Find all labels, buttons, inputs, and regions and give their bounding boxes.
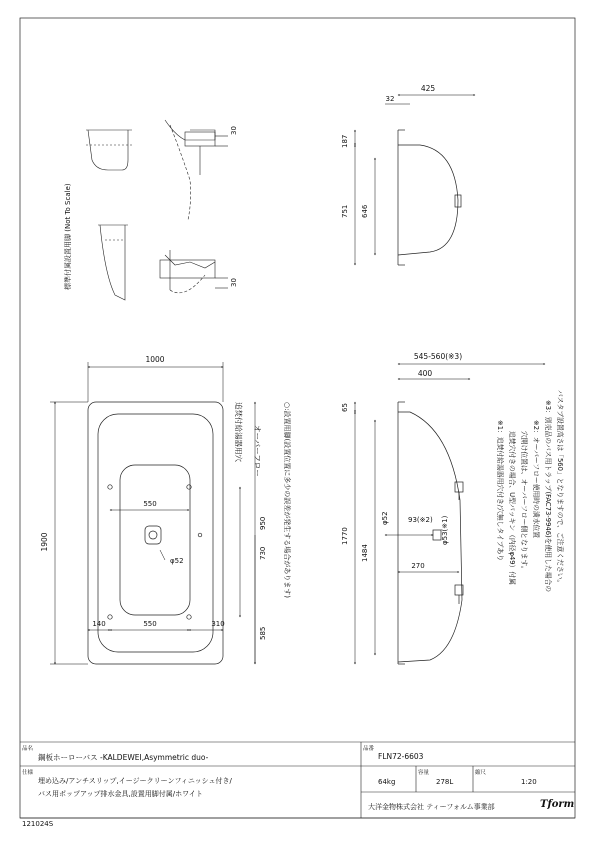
- dim-1484: 1484: [361, 544, 369, 562]
- faucet-hole-label: 追焚付給湯器用穴: [234, 402, 243, 462]
- note-line: ※3：別売品のバス用トラップ(FAC73-9946)を使用した場合の: [544, 400, 552, 593]
- dim-1770: 1770: [341, 527, 349, 545]
- drawing-border: [20, 18, 575, 818]
- leg-detail-view: [86, 120, 228, 300]
- company-name: 大洋金物株式会社 ティーフォルム事業部: [368, 803, 495, 811]
- width-section-dimensions: [355, 95, 475, 265]
- model-number: FLN72-6603: [378, 752, 424, 761]
- note-line: バスタブ設置高さは「560」となりますので、ご注意ください。: [556, 390, 564, 587]
- spec-line-2: バス用ポップアップ排水金具,設置用脚付属/ホワイト: [38, 790, 203, 798]
- dim-400: 400: [417, 369, 433, 378]
- dim-751: 751: [341, 204, 349, 218]
- dim-140: 140: [92, 620, 106, 628]
- width-section-view: [398, 130, 461, 265]
- document-id: 121024S: [22, 820, 54, 828]
- notes-block: [496, 390, 565, 592]
- plan-view-dimensions: [50, 362, 255, 664]
- spec-line-1: 埋め込み/アンチスリップ,イージークリーンフィニッシュ付き/: [38, 777, 232, 785]
- length-section-view: [398, 402, 463, 664]
- dim-550-top: 550: [143, 500, 157, 508]
- model-label: 品番: [363, 746, 375, 752]
- spec-label: 仕様: [22, 770, 34, 776]
- scale-label: 縮尺: [475, 770, 487, 776]
- dim-270: 270: [411, 562, 425, 570]
- product-name-label: 品名: [22, 746, 34, 752]
- note-line: ※1：追焚付給湯器用穴付き/穴無しタイプあり: [496, 420, 504, 562]
- dim-32: 32: [385, 95, 395, 103]
- dim-53: φ53(※1): [441, 515, 449, 545]
- tform-logo: Tform: [540, 799, 575, 810]
- dim-30-top: 30: [230, 126, 238, 135]
- dim-187: 187: [341, 134, 349, 148]
- dim-1000: 1000: [145, 355, 165, 364]
- note-line: ※2：オーバーフロー使用時の満水位置: [532, 420, 540, 539]
- dim-585: 585: [259, 626, 267, 640]
- drain-diameter: φ52: [170, 557, 184, 565]
- dim-93: 93(※2): [408, 516, 433, 524]
- dim-646: 646: [361, 204, 369, 218]
- capacity-label: 容量: [418, 770, 430, 776]
- overflow-label: オーバーフロー: [253, 425, 262, 477]
- dim-65: 65: [341, 403, 349, 412]
- product-name: 鋼板ホーローバス -KALDEWEI,Asymmetric duo-: [38, 753, 209, 762]
- leg-detail-caption: 標準付属設置用脚 (Not To Scale): [64, 183, 72, 290]
- dim-545-560: 545-560(※3): [413, 352, 463, 361]
- dim-52-side: φ52: [381, 511, 389, 525]
- dim-550-bottom: 550: [143, 620, 157, 628]
- dim-30-bottom: 30: [230, 278, 238, 287]
- scale-value: 1:20: [521, 778, 537, 786]
- weight-value: 64kg: [378, 778, 396, 786]
- dim-730: 730: [259, 546, 267, 560]
- install-legs-note: ○:設置用脚(設置位置に多少の誤差が発生する場合があります): [283, 402, 291, 598]
- capacity-value: 278L: [436, 778, 454, 786]
- dim-1900: 1900: [40, 532, 49, 552]
- note-line: 穴開け位置は、オーバーフロー側となります。: [520, 431, 528, 573]
- note-line: 追焚穴付きの場合、U型パッキン（内径φ49）付属: [508, 431, 516, 585]
- dim-425: 425: [420, 84, 436, 93]
- dim-310: 310: [211, 620, 225, 628]
- dim-950: 950: [259, 516, 267, 530]
